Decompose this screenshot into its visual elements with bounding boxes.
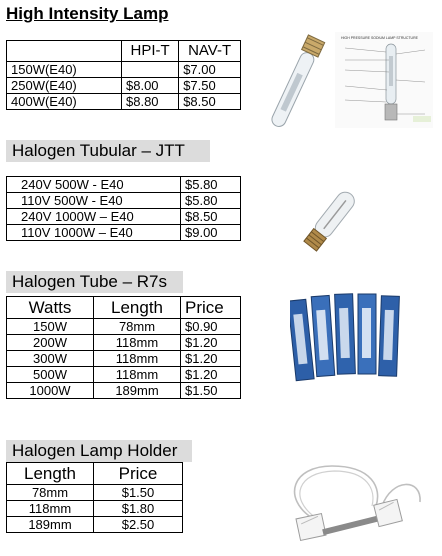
table-row	[7, 383, 241, 399]
table-cell: 189mm	[7, 517, 94, 533]
table-cell: 110V 1000W – E40	[7, 225, 181, 241]
section-title-halogen-lamp-holder: Halogen Lamp Holder	[6, 440, 192, 462]
jtt-price-table	[6, 176, 241, 241]
table-cell: $1.20	[181, 351, 241, 367]
table-row	[7, 319, 241, 335]
table-cell: 150W(E40)	[7, 62, 122, 78]
table-cell: $0.90	[181, 319, 241, 335]
hid-price-table	[6, 40, 241, 110]
table-row	[7, 78, 241, 94]
table-cell: 118mm	[94, 367, 181, 383]
table-cell	[122, 62, 179, 78]
table-header-row	[7, 41, 241, 62]
table-row	[7, 193, 241, 209]
table-cell: 110V 500W - E40	[7, 193, 181, 209]
table-row	[7, 501, 183, 517]
table-row	[7, 94, 241, 110]
table-cell: 200W	[7, 335, 94, 351]
table-header-cell: Price	[181, 297, 241, 319]
holder-price-table	[6, 462, 183, 533]
table-row	[7, 177, 241, 193]
table-cell: 500W	[7, 367, 94, 383]
table-cell: 1000W	[7, 383, 94, 399]
table-cell: $8.50	[181, 209, 241, 225]
table-row	[7, 517, 183, 533]
table-row	[7, 485, 183, 501]
table-cell: $7.00	[179, 62, 241, 78]
table-cell: $8.50	[179, 94, 241, 110]
table-cell: $1.20	[181, 335, 241, 351]
table-row	[7, 367, 241, 383]
table-cell: 78mm	[94, 319, 181, 335]
table-cell: $9.00	[181, 225, 241, 241]
table-cell: $1.20	[181, 367, 241, 383]
section-title-halogen-tubular-jtt: Halogen Tubular – JTT	[6, 140, 210, 162]
r7s-tube-boxes-image	[290, 290, 405, 385]
lamp-structure-diagram	[335, 32, 433, 128]
table-header-cell: NAV-T	[179, 41, 241, 62]
section-title-high-intensity-lamp: High Intensity Lamp	[6, 4, 169, 23]
table-row	[7, 209, 241, 225]
table-header-cell	[7, 41, 122, 62]
table-cell: $1.50	[94, 485, 183, 501]
hps-lamp-image	[255, 30, 435, 130]
table-header-cell: Length	[94, 297, 181, 319]
table-header-row	[7, 463, 183, 485]
table-cell: 118mm	[94, 351, 181, 367]
table-cell: 250W(E40)	[7, 78, 122, 94]
table-cell: $1.50	[181, 383, 241, 399]
table-header-cell: Watts	[7, 297, 94, 319]
lamp-holder-image	[272, 458, 432, 550]
table-cell: 150W	[7, 319, 94, 335]
table-cell: $8.00	[122, 78, 179, 94]
table-row	[7, 335, 241, 351]
table-cell: 400W(E40)	[7, 94, 122, 110]
table-cell: $2.50	[94, 517, 183, 533]
table-cell: 189mm	[94, 383, 181, 399]
r7s-price-table	[6, 296, 241, 399]
table-header-cell: HPI-T	[122, 41, 179, 62]
table-cell: $8.80	[122, 94, 179, 110]
table-cell: 240V 500W - E40	[7, 177, 181, 193]
table-header-row	[7, 297, 241, 319]
table-cell: $5.80	[181, 177, 241, 193]
table-cell: $1.80	[94, 501, 183, 517]
table-row	[7, 62, 241, 78]
table-cell: 78mm	[7, 485, 94, 501]
table-cell: 118mm	[7, 501, 94, 517]
table-cell: $5.80	[181, 193, 241, 209]
diagram-title: HIGH PRESSURE SODIUM LAMP STRUCTURE	[341, 36, 418, 40]
table-row	[7, 225, 241, 241]
table-header-cell: Price	[94, 463, 183, 485]
table-cell: 240V 1000W – E40	[7, 209, 181, 225]
table-cell: $7.50	[179, 78, 241, 94]
section-title-halogen-tube-r7s: Halogen Tube – R7s	[6, 271, 183, 293]
table-cell: 118mm	[94, 335, 181, 351]
table-header-cell: Length	[7, 463, 94, 485]
halogen-tubular-bulb-image	[290, 176, 380, 256]
table-cell: 300W	[7, 351, 94, 367]
table-row	[7, 351, 241, 367]
